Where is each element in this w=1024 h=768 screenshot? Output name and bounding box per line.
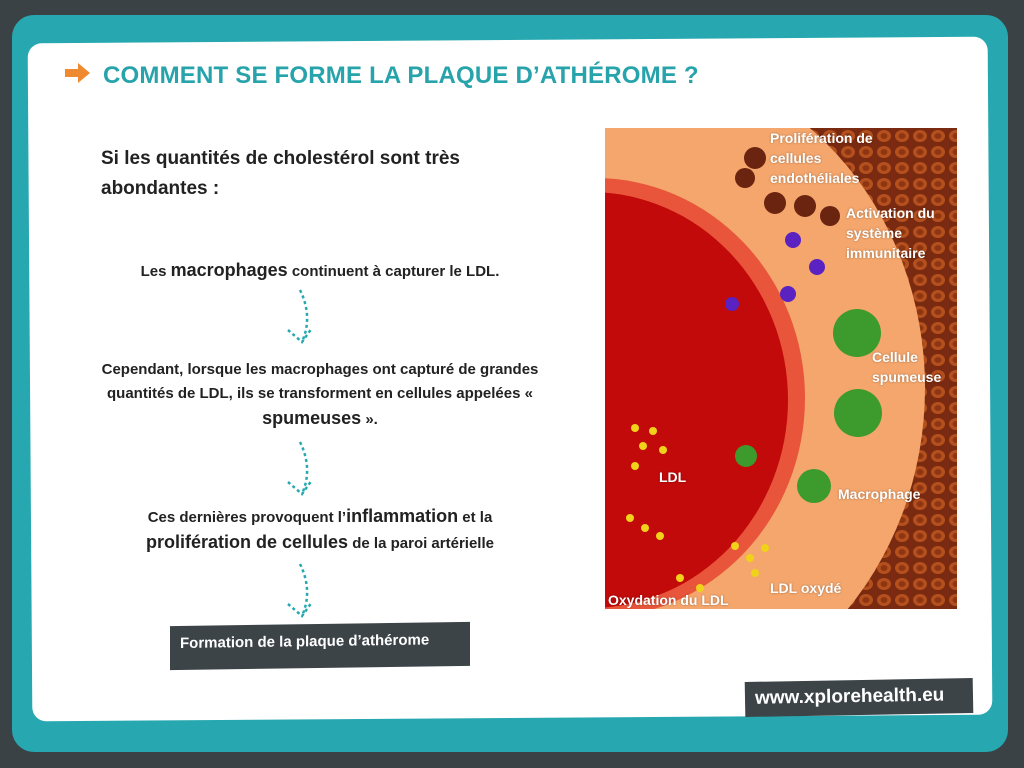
label-activation: Activation du système immunitaire (846, 205, 935, 261)
label-cellule-spumeuse: Cellule spumeuse (872, 349, 942, 385)
label-oxydation: Oxydation du LDL (608, 592, 729, 608)
step-spumeuses: Cependant, lorsque les macrophages ont capturé de grandes quantités de LDL, ils se transforment en cellules appelées « spumeuses ». (101, 361, 539, 428)
label-macrophage: Macrophage (838, 486, 921, 502)
down-arrow-icon (282, 562, 322, 622)
result-box: Formation de la plaque d’athérome (170, 622, 470, 670)
page-title: COMMENT SE FORME LA PLAQUE D’ATHÉROME ? (103, 62, 699, 89)
artery-illustration (605, 128, 957, 609)
step-inflammation: Ces dernières provoquent l’inflammation et la prolifération de cellules de la paroi artérielle (146, 506, 494, 552)
website-url[interactable]: www.xplorehealth.eu (745, 678, 974, 717)
down-arrow-icon (282, 288, 322, 348)
down-arrow-icon (282, 440, 322, 500)
label-proliferation: Prolifération de cellules endothéliales (770, 130, 873, 186)
label-ldl: LDL (659, 469, 687, 485)
intro-text: Si les quantités de cholestérol sont très abondantes : (101, 148, 460, 199)
arrow-right-icon (64, 62, 92, 84)
label-ldl-oxyde: LDL oxydé (770, 580, 842, 596)
step-macrophages: Les macrophages continuent à capturer le LDL. (140, 260, 500, 280)
